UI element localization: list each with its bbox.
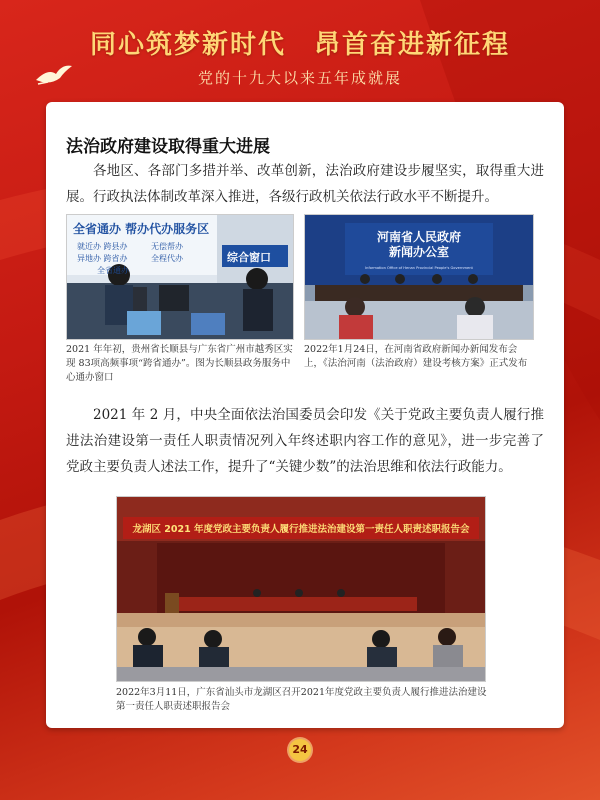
press-sign-en: Information Office of Henan Provincial People's Government: [365, 266, 473, 270]
banner-subtitle: 党的十九大以来五年成就展: [197, 69, 402, 87]
photo3-caption: 2022年3月11日，广东省汕头市龙湖区召开2021年度党政主要负责人履行推进法治建设第一责任人职责述职报告会: [116, 687, 487, 712]
paragraph-1: 各地区、各部门多措并举、改革创新，法治政府建设步履坚实，取得重大进展。行政执法体制改革深入推进，各级行政机关依法行政水平不断提升。: [66, 163, 544, 205]
section-heading: 法治政府建设取得重大进展: [66, 137, 270, 157]
page-number-badge: 24: [289, 739, 311, 761]
content-card: [46, 102, 564, 728]
photo-service-window: [66, 214, 294, 340]
photo-report-meeting: [116, 496, 486, 682]
banner-title: 同心筑梦新时代 昂首奋进新征程: [89, 30, 510, 60]
service-sign-item-3: 异地办 跨省办: [77, 254, 128, 263]
service-sign-main: 全省通办 帮办代办服务区: [73, 222, 210, 236]
service-sign-item-1: 就近办 跨县办: [77, 242, 128, 251]
service-sign-item-5: 全省通办: [97, 266, 129, 275]
dove-icon: [34, 62, 74, 88]
photo-press-conference: [304, 214, 534, 340]
service-sign-side: 综合窗口: [227, 251, 271, 264]
service-sign-item-2: 无偿帮办: [151, 242, 183, 251]
service-sign-item-4: 全程代办: [151, 254, 183, 263]
press-sign-cn: 河南省人民政府新闻办公室: [376, 230, 462, 259]
photo2-caption: 2022年1月24日，在河南省政府新闻办新闻发布会上，《法治河南（法治政府）建设考核方案》正式发布: [304, 344, 528, 369]
photo1-caption: 2021 年年初，贵州省长顺县与广东省广州市越秀区实现 83项高频事项“跨省通办”。图为长顺县政务服务中心通办窗口: [66, 344, 293, 383]
meeting-banner: 龙湖区 2021 年度党政主要负责人履行推进法治建设第一责任人职责述职报告会: [132, 524, 470, 535]
paragraph-2: 2021 年 2 月，中央全面依法治国委员会印发《关于党政主要负责人履行推进法治建设第一责任人职责情况列入年终述职内容工作的意见》，进一步完善了党政主要负责人述法工作，提升了“关键少数”的法治思维和依法行政能力。: [66, 407, 544, 475]
